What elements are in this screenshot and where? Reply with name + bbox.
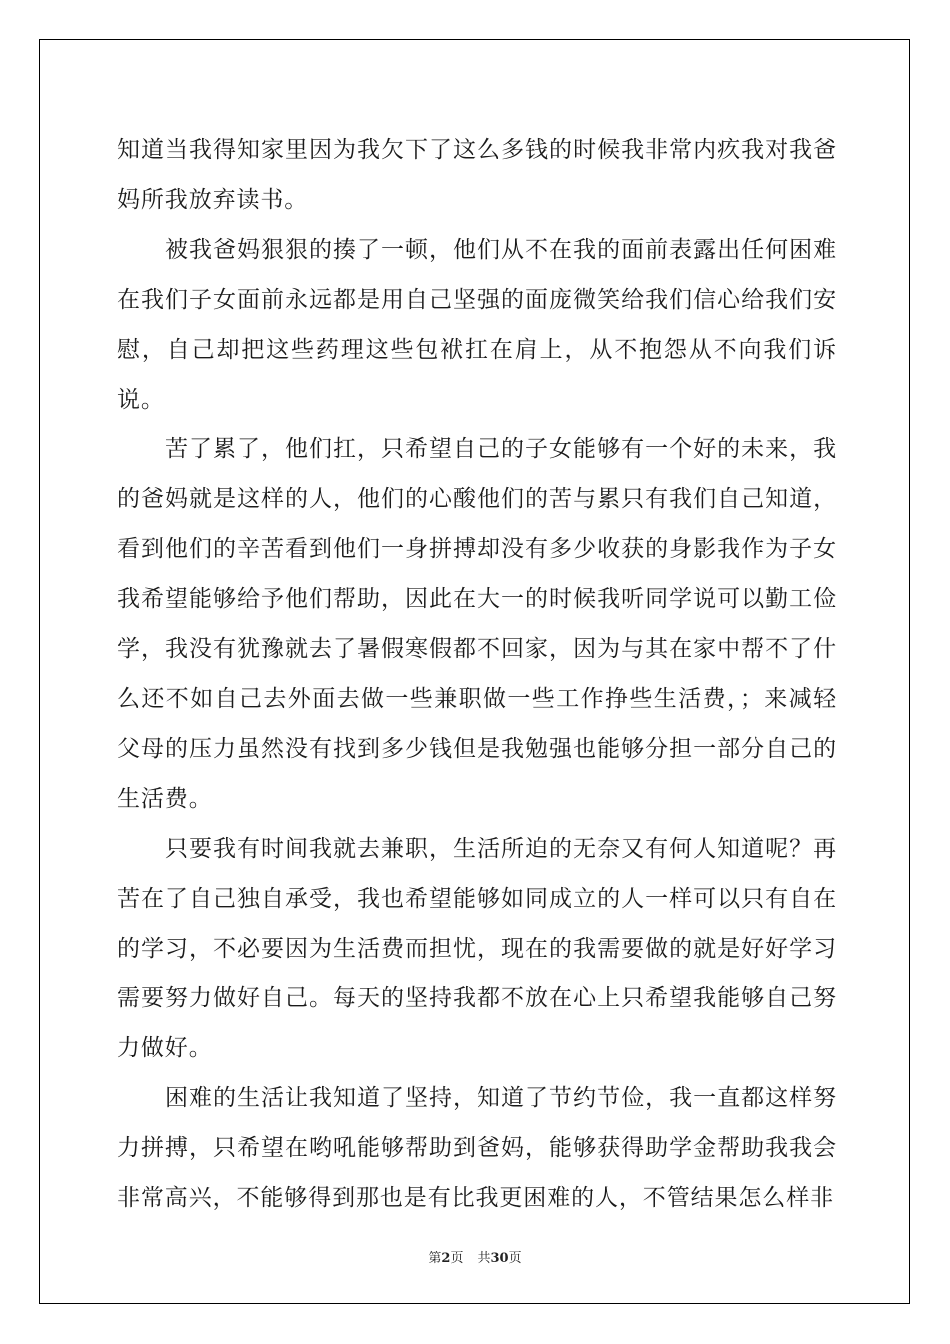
page-number-label <box>428 1251 463 1266</box>
total-page-count: 30 <box>490 1251 509 1266</box>
paragraph-4: 只要我有时间我就去兼职，生活所迫的无奈又有何人知道呢？再苦在了自己独自承受，我也希望能够如同成立的人一样可以只有自在的学习，不必要因为生活费而担忧，现在的我需要做的就是好好学习需要努力做好自己。每天的坚持我都不放在心上只希望我能够自己努力做好。 <box>117 835 837 1062</box>
paragraph-2: 被我爸妈狠狠的揍了一顿，他们从不在我的面前表露出任何困难在我们子女面前永远都是用自己坚强的面庞微笑给我们信心给我们安慰，自己却把这些药理这些包袱扛在肩上，从不抱怨从不向我们诉说。 <box>117 236 837 413</box>
document-body <box>117 126 837 1224</box>
current-page-number: 2 <box>441 1251 451 1266</box>
total-suffix: 页 <box>508 1251 522 1266</box>
page-footer <box>0 1247 950 1266</box>
paragraph-5: 困难的生活让我知道了坚持，知道了节约节俭，我一直都这样努力拼搏，只希望在哟吼能够帮助到爸妈，能够获得助学金帮助我我会非常高兴，不能够得到那也是有比我更困难的人，不管结果怎么样非 <box>117 1085 837 1212</box>
paragraph-1: 知道当我得知家里因为我欠下了这么多钱的时候我非常内疚我对我爸妈所我放弃读书。 <box>117 137 837 213</box>
paragraph-3: 苦了累了，他们扛，只希望自己的子女能够有一个好的未来，我的爸妈就是这样的人，他们的心酸他们的苦与累只有我们自己知道，看到他们的辛苦看到他们一身拼搏却没有多少收获的身影我作为子女我希望能够给予他们帮助，因此在大一的时候我听同学说可以勤工俭学，我没有犹豫就去了暑假寒假都不回家，因为与其在家中帮不了什么还不如自己去外面去做一些兼职做一些工作挣些生活费，；来减轻父母的压力虽然没有找到多少钱但是我勉强也能够分担一部分自己的生活费。 <box>117 436 837 812</box>
page-prefix: 第 <box>428 1251 442 1266</box>
total-pages-label <box>477 1251 521 1266</box>
total-prefix: 共 <box>477 1251 491 1266</box>
page-suffix: 页 <box>450 1251 464 1266</box>
